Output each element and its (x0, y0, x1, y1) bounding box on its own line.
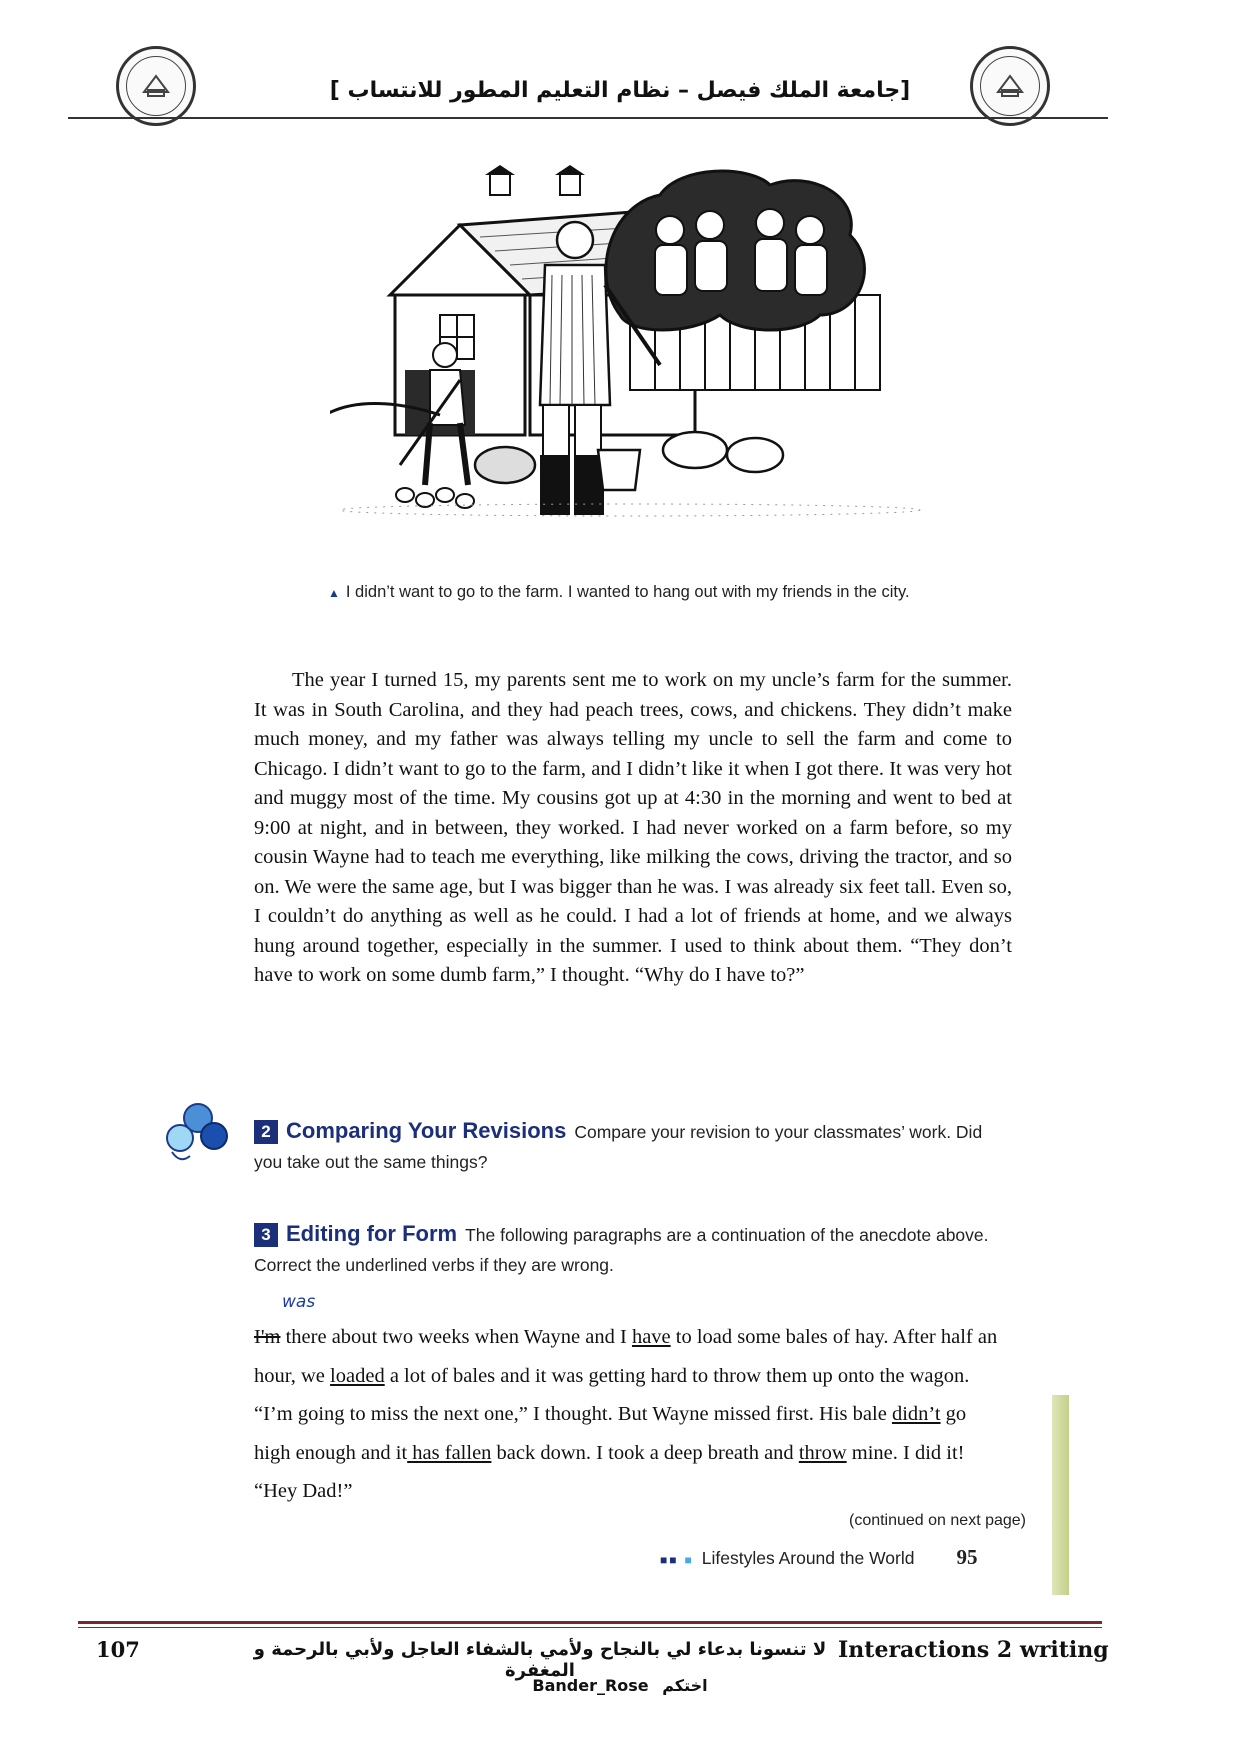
section-comparing-revisions (254, 1116, 1014, 1177)
book-section-label: Lifestyles Around the World (701, 1548, 915, 1568)
footer-signature (0, 1676, 1240, 1695)
footer-course-name: Interactions 2 writing (838, 1637, 1109, 1663)
footer-page-number: 107 (96, 1637, 140, 1662)
illustration-caption: ▲ I didn’t want to go to the farm. I wanted to hang out with my friends in the city. (328, 583, 910, 601)
book-footer (660, 1545, 977, 1570)
square-bullets-icon: ■■ (660, 1553, 679, 1567)
underlined-verb: has fallen (407, 1441, 492, 1464)
square-bullet-light-icon: ■ (684, 1553, 692, 1567)
anecdote-paragraph: The year I turned 15, my parents sent me to work on my uncle’s farm for the summer. It was in South Carolina, and they had peach trees, cows, and chickens. They didn’t make much money, and my father was always telling my uncle to sell the farm and come to Chicago. I didn’t want to go to the farm, and I didn’t like it when I got there. It was very hot and muggy most of the time. My cousins got up at 4:30 in the morning and went to bed at 9:00 at night, and in between, they worked. I had never worked on a farm before, so my cousin Wayne had to teach me everything, like milking the cows, driving the tractor, and so on. We were the same age, but I was bigger than he was. I was already six feet tall. Even so, I couldn’t do anything as well as he could. I had a lot of friends at home, and we always hung around together, especially in the summer. I used to think about them. “They don’t have to work on some dumb farm,” I thought. “Why do I have to?” (254, 669, 1012, 986)
underlined-verb: loaded (330, 1364, 385, 1387)
continued-note: (continued on next page) (848, 1512, 1026, 1529)
scan-edge-strip (1052, 1395, 1069, 1595)
signature-name: Bander_Rose (532, 1676, 649, 1695)
section-title: Comparing Your Revisions (286, 1118, 567, 1143)
anecdote-passage (254, 666, 1012, 991)
section-number-badge: 2 (254, 1120, 278, 1144)
handwritten-correction: was (282, 1292, 316, 1312)
footer-divider-thin (78, 1627, 1102, 1628)
footer-divider (78, 1621, 1102, 1624)
underlined-verb: didn’t (891, 1403, 941, 1425)
header-title: [جامعة الملك فيصل – نظام التعليم المطور للانتساب ] (329, 78, 911, 103)
book-page-number: 95 (956, 1545, 978, 1569)
underlined-verb: throw (798, 1441, 847, 1464)
section-title: Editing for Form (286, 1221, 458, 1246)
footer-dua: لا تنسونا بدعاء لي بالنجاح ولأمي بالشفاء العاجل ولأبي بالرحمة و المغفرة (253, 1639, 827, 1681)
section-editing-for-form (254, 1219, 1014, 1280)
group-discussion-icon (158, 1100, 238, 1168)
header-divider (68, 117, 1108, 119)
triangle-icon: ▲ (328, 586, 340, 600)
editing-exercise-paragraph: I'm there about two weeks when Wayne and I have to load some bales of hay. After half an hour, we loaded a lot of bales and it was getting hard to throw them up onto the wagon. “I’m going to miss the next one,” I thought. But Wayne missed first. His bale didn’t go high enough and it has fallen back down. I took a deep breath and throw mine. I did it! “Hey Dad!” (254, 1326, 998, 1502)
section-instructions: The following paragraphs are a continuation of the anecdote above. Correct the underlined verbs if they are wrong. (254, 1225, 989, 1275)
underlined-verb: have (631, 1326, 671, 1348)
section-number-badge: 3 (254, 1223, 278, 1247)
signoff-text: اختكم (662, 1676, 708, 1695)
section-instructions: Compare your revision to your classmates’ work. Did you take out the same things? (254, 1122, 983, 1172)
struck-word: I'm (254, 1326, 281, 1348)
farm-illustration (330, 165, 930, 565)
